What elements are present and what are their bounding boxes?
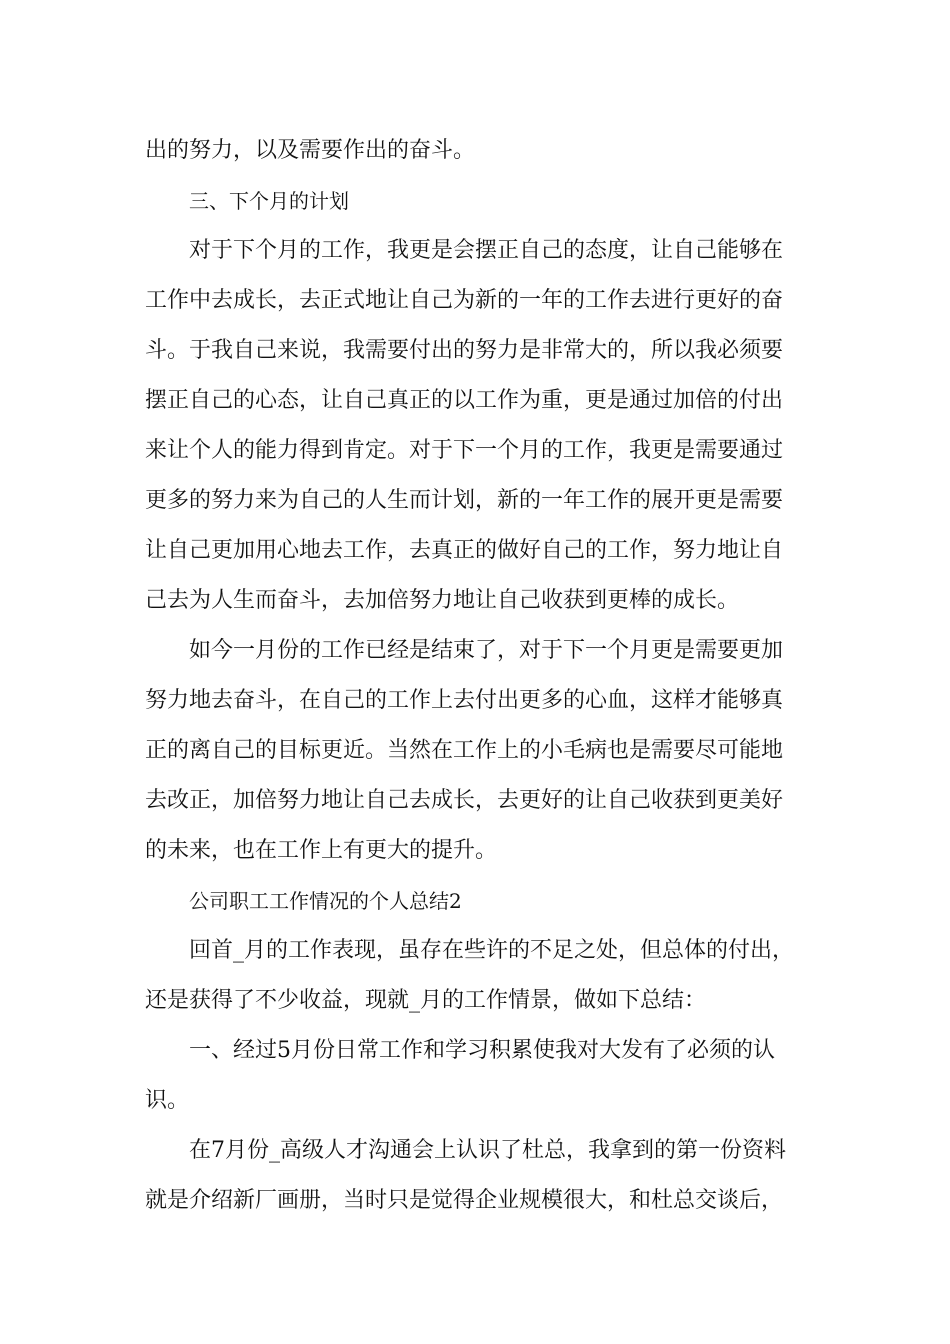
paragraph-line: 一、经过5月份日常工作和学习积累使我对大发有了必须的认	[189, 1038, 775, 1063]
paragraph-line: 在7月份_高级人才沟通会上认识了杜总，我拿到的第一份资料	[189, 1138, 786, 1163]
paragraph-line: 的未来，也在工作上有更大的提升。	[145, 838, 498, 863]
paragraph-line: 更多的努力来为自己的人生而计划，新的一年工作的展开更是需要	[145, 488, 784, 513]
paragraph-line: 如今一月份的工作已经是结束了，对于下一个月更是需要更加	[189, 638, 784, 663]
paragraph-line: 让自己更加用心地去工作，去真正的做好自己的工作，努力地让自	[145, 538, 784, 563]
paragraph-line: 去改正，加倍努力地让自己去成长，去更好的让自己收获到更美好	[145, 788, 784, 813]
section-title-summary-2: 公司职工工作情况的个人总结2	[189, 889, 462, 913]
document-body	[145, 126, 810, 1226]
paragraph-line: 斗。于我自己来说，我需要付出的努力是非常大的，所以我必须要	[145, 338, 784, 363]
paragraph-line: 来让个人的能力得到肯定。对于下一个月的工作，我更是需要通过	[145, 438, 784, 463]
paragraph-line: 努力地去奋斗，在自己的工作上去付出更多的心血，这样才能够真	[145, 688, 784, 713]
paragraph-line: 回首_月的工作表现，虽存在些许的不足之处，但总体的付出，	[189, 938, 795, 963]
paragraph-line: 就是介绍新厂画册，当时只是觉得企业规模很大，和杜总交谈后，	[145, 1188, 784, 1213]
paragraph-line: 摆正自己的心态，让自己真正的以工作为重，更是通过加倍的付出	[145, 388, 784, 413]
paragraph-line: 正的离自己的目标更近。当然在工作上的小毛病也是需要尽可能地	[145, 738, 784, 763]
paragraph-line: 对于下个月的工作，我更是会摆正自己的态度，让自己能够在	[189, 238, 784, 263]
paragraph-line: 工作中去成长，去正式地让自己为新的一年的工作去进行更好的奋	[145, 288, 784, 313]
paragraph-line: 识。	[145, 1088, 190, 1113]
paragraph-line: 出的努力，以及需要作出的奋斗。	[145, 138, 476, 163]
paragraph-line: 己去为人生而奋斗，去加倍努力地让自己收获到更棒的成长。	[145, 588, 740, 613]
paragraph-line: 还是获得了不少收益，现就_月的工作情景，做如下总结：	[145, 988, 707, 1013]
section-heading-plan: 三、下个月的计划	[189, 189, 349, 213]
